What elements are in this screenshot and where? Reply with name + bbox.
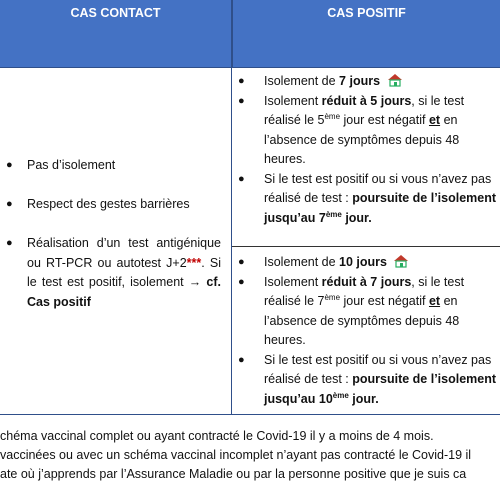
positif-top-item-duration: ● Isolement de 7 jours [238,72,498,92]
bullet: ● [238,353,245,366]
positif-top-item-reduced: ● Isolement réduit à 5 jours, si le test réalisé le 5ème jour est négatif et en l’absence de symptômes depuis 48 heures. [238,93,465,166]
footnote-stars: *** [186,255,202,270]
contact-item-test: ● Réalisation d’un test antigénique ou RT-PCR ou autotest J+2***. Si le test est positif, isolement → cf. Cas positif [6,236,221,309]
bullet: ● [238,94,245,107]
footnote-1: chéma vaccinal complet ou ayant contracté le Covid-19 il y a moins de 4 mois. [0,429,434,443]
contact-list-3 [6,234,221,312]
cell-divider [232,246,500,247]
positif-bottom-item-duration: ● Isolement de 10 jours [238,253,498,273]
header-cas-contact: CAS CONTACT [0,0,231,67]
contact-list [6,156,221,176]
positif-top-list [238,72,498,228]
positif-top-item-positive: ● Si le test est positif ou si vous n’avez pas réalisé de test : poursuite de l’isolement jusqu’au 7ème jour. [238,171,497,225]
house-icon [387,73,403,87]
cross-reference: cf. Cas positif [27,275,221,309]
positif-bottom-list [238,253,498,409]
bullet: ● [238,275,245,288]
contact-list-2 [6,195,221,215]
house-icon [393,254,409,268]
table-bottom-border [0,414,500,415]
footnote-3: ate où j’apprends par l’Assurance Maladie ou par la personne positive que je suis ca [0,467,467,481]
bullet: ● [238,256,245,268]
arrow-right-icon: → [188,275,202,289]
bullet: ● [238,172,245,185]
positif-bottom-item-positive: ● Si le test est positif ou si vous n’avez pas réalisé de test : poursuite de l’isolement jusqu’au 10ème jour. [238,352,497,406]
column-divider [231,0,232,415]
footnote-2: vaccinées ou avec un schéma vaccinal incomplet n’ayant pas contracté le Covid-19 il [0,448,472,462]
header-cas-positif: CAS POSITIF [232,0,500,67]
row-divider [0,67,500,68]
bullet: ● [238,75,245,87]
contact-item-no-isolation: ● Pas d’isolement [6,156,221,176]
positif-bottom-item-reduced: ● Isolement réduit à 7 jours, si le test réalisé le 7ème jour est négatif et en l’absence de symptômes depuis 48 heures. [238,274,465,347]
bullet: ● [6,159,13,171]
contact-item-barrier-gestures: ● Respect des gestes barrières [6,195,221,215]
bullet: ● [6,237,13,249]
bullet: ● [6,198,13,210]
